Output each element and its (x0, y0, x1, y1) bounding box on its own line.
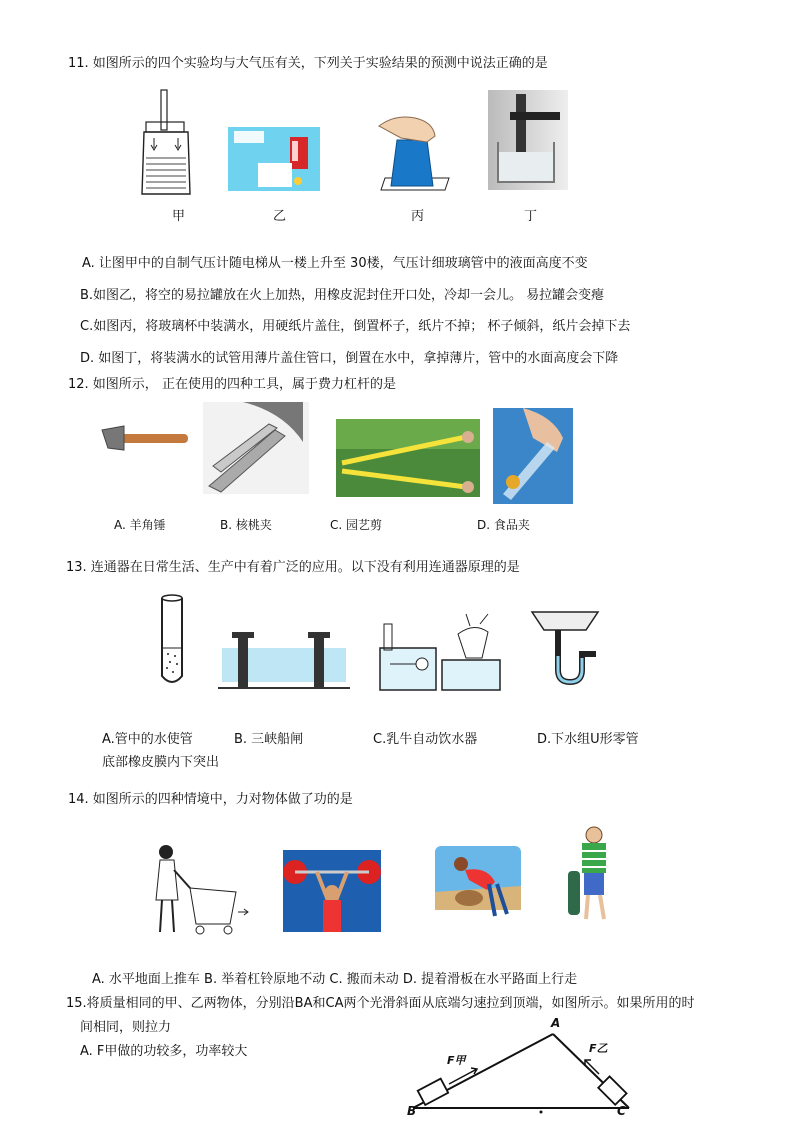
test-tube-figure (488, 90, 568, 190)
q13-option-d: D.下水组U形零管 (537, 732, 639, 747)
q14-options: A. 水平地面上推车 B. 举着杠铃原地不动 C. 搬而未动 D. 提着滑板在水平路面上行走 (92, 972, 578, 987)
incline-label-a: A (551, 1016, 561, 1030)
u-trap-figure (528, 606, 602, 692)
q11-option-c: C.如图丙，将玻璃杯中装满水，用硬纸片盖住，倒置杯子，纸片不掉； 杯子倾斜，纸片会掉下去 (80, 319, 631, 334)
q13-option-b: B. 三峡船闸 (234, 732, 304, 747)
cattle-waterer-figure (378, 604, 502, 694)
barometer-figure (138, 88, 194, 200)
cup-inversion-figure (375, 108, 451, 196)
q12-option-b: B. 核桃夹 (220, 518, 272, 532)
incline-force-2-label: F乙 (589, 1042, 608, 1055)
carrying-skateboard-figure (566, 825, 622, 925)
food-tongs-figure (493, 408, 573, 504)
q15-option-a: A. F甲做的功较多，功率较大 (80, 1044, 248, 1059)
q11-caption-2: 乙 (273, 209, 287, 224)
q15-stem-line1: 15.将质量相同的甲、乙两物体，分别沿BA和CA两个光滑斜面从底端匀速拉到顶端，如图所示。如果所用的时 (66, 996, 695, 1011)
q12-stem: 12. 如图所示， 正在使用的四种工具，属于费力杠杆的是 (68, 377, 396, 392)
lifting-stone-figure (435, 846, 521, 924)
incline-label-c: C (617, 1104, 626, 1118)
q13-stem: 13. 连通器在日常生活、生产中有着广泛的应用。以下没有利用连通器原理的是 (66, 560, 520, 575)
incline-force-1-label: F甲 (447, 1054, 466, 1067)
incline-label-b: B (407, 1104, 417, 1118)
ship-lock-figure (218, 630, 350, 692)
incline-figure (405, 1014, 645, 1120)
q13-option-c: C.乳牛自动饮水器 (373, 732, 478, 747)
q14-stem: 14. 如图所示的四种情境中，力对物体做了功的是 (68, 792, 353, 807)
q11-option-d: D. 如图丁，将装满水的试管用薄片盖住管口，倒置在水中，拿掉薄片，管中的水面高度会下降 (80, 351, 619, 366)
q11-caption-1: 甲 (172, 209, 186, 224)
hammer-figure (98, 420, 190, 460)
pushing-cart-figure (150, 842, 250, 936)
q13-option-a: A.管中的水使管 (102, 732, 193, 747)
q12-option-a: A. 羊角锤 (114, 518, 166, 532)
q11-caption-3: 丙 (411, 209, 425, 224)
q11-option-a: A. 让图甲中的自制气压计随电梯从一楼上升至 30楼，气压计细玻璃管中的液面高度不变 (82, 256, 588, 271)
weightlifter-figure (283, 850, 381, 932)
q15-stem-line2: 间相同，则拉力 (80, 1020, 172, 1035)
q11-stem: 11. 如图所示的四个实验均与大气压有关，下列关于实验结果的预测中说法正确的是 (68, 56, 548, 71)
q11-caption-4: 丁 (524, 209, 538, 224)
q12-option-d: D. 食品夹 (477, 518, 530, 532)
nutcracker-figure (203, 402, 309, 494)
q13-option-a-cont: 底部橡皮膜内下突出 (102, 755, 220, 770)
q12-option-c: C. 园艺剪 (330, 518, 383, 532)
heated-can-figure (228, 127, 320, 191)
q11-option-b: B.如图乙，将空的易拉罐放在火上加热，用橡皮泥封住开口处，冷却一会儿。 易拉罐会变瘪 (80, 288, 605, 303)
tube-membrane-figure (155, 594, 189, 690)
garden-shears-figure (336, 419, 480, 497)
